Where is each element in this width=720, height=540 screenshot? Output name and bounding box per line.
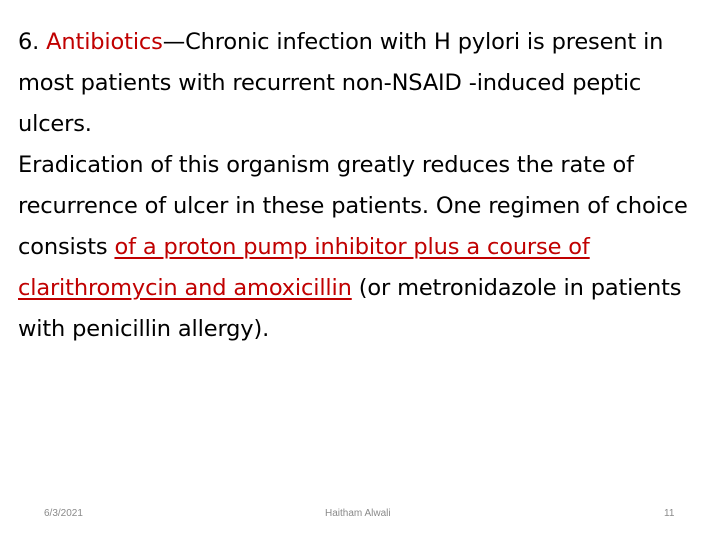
item-number: 6. (18, 29, 47, 55)
heading-antibiotics: Antibiotics (46, 29, 163, 55)
footer-author: Haitham Alwali (325, 508, 391, 519)
regimen-highlight: of a proton pump inhibitor plus a course of clarithromycin and amoxicillin (18, 234, 590, 301)
paragraph-eradication-tail: (or metronidazole in patients with penicillin allergy). (18, 275, 682, 342)
paragraph-antibiotics-text: —Chronic infection with H pylori is present in most patients with recurrent non-NSAID -induced peptic ulcers. (18, 29, 664, 137)
slide-body (18, 22, 708, 350)
paragraph-eradication (18, 145, 708, 350)
footer-date: 6/3/2021 (44, 508, 83, 519)
footer-page-number: 11 (664, 508, 675, 519)
paragraph-antibiotics (18, 22, 708, 145)
paragraph-eradication-text: Eradication of this organism greatly reduces the rate of recurrence of ulcer in these patients. One regimen of choice consists (18, 152, 688, 260)
